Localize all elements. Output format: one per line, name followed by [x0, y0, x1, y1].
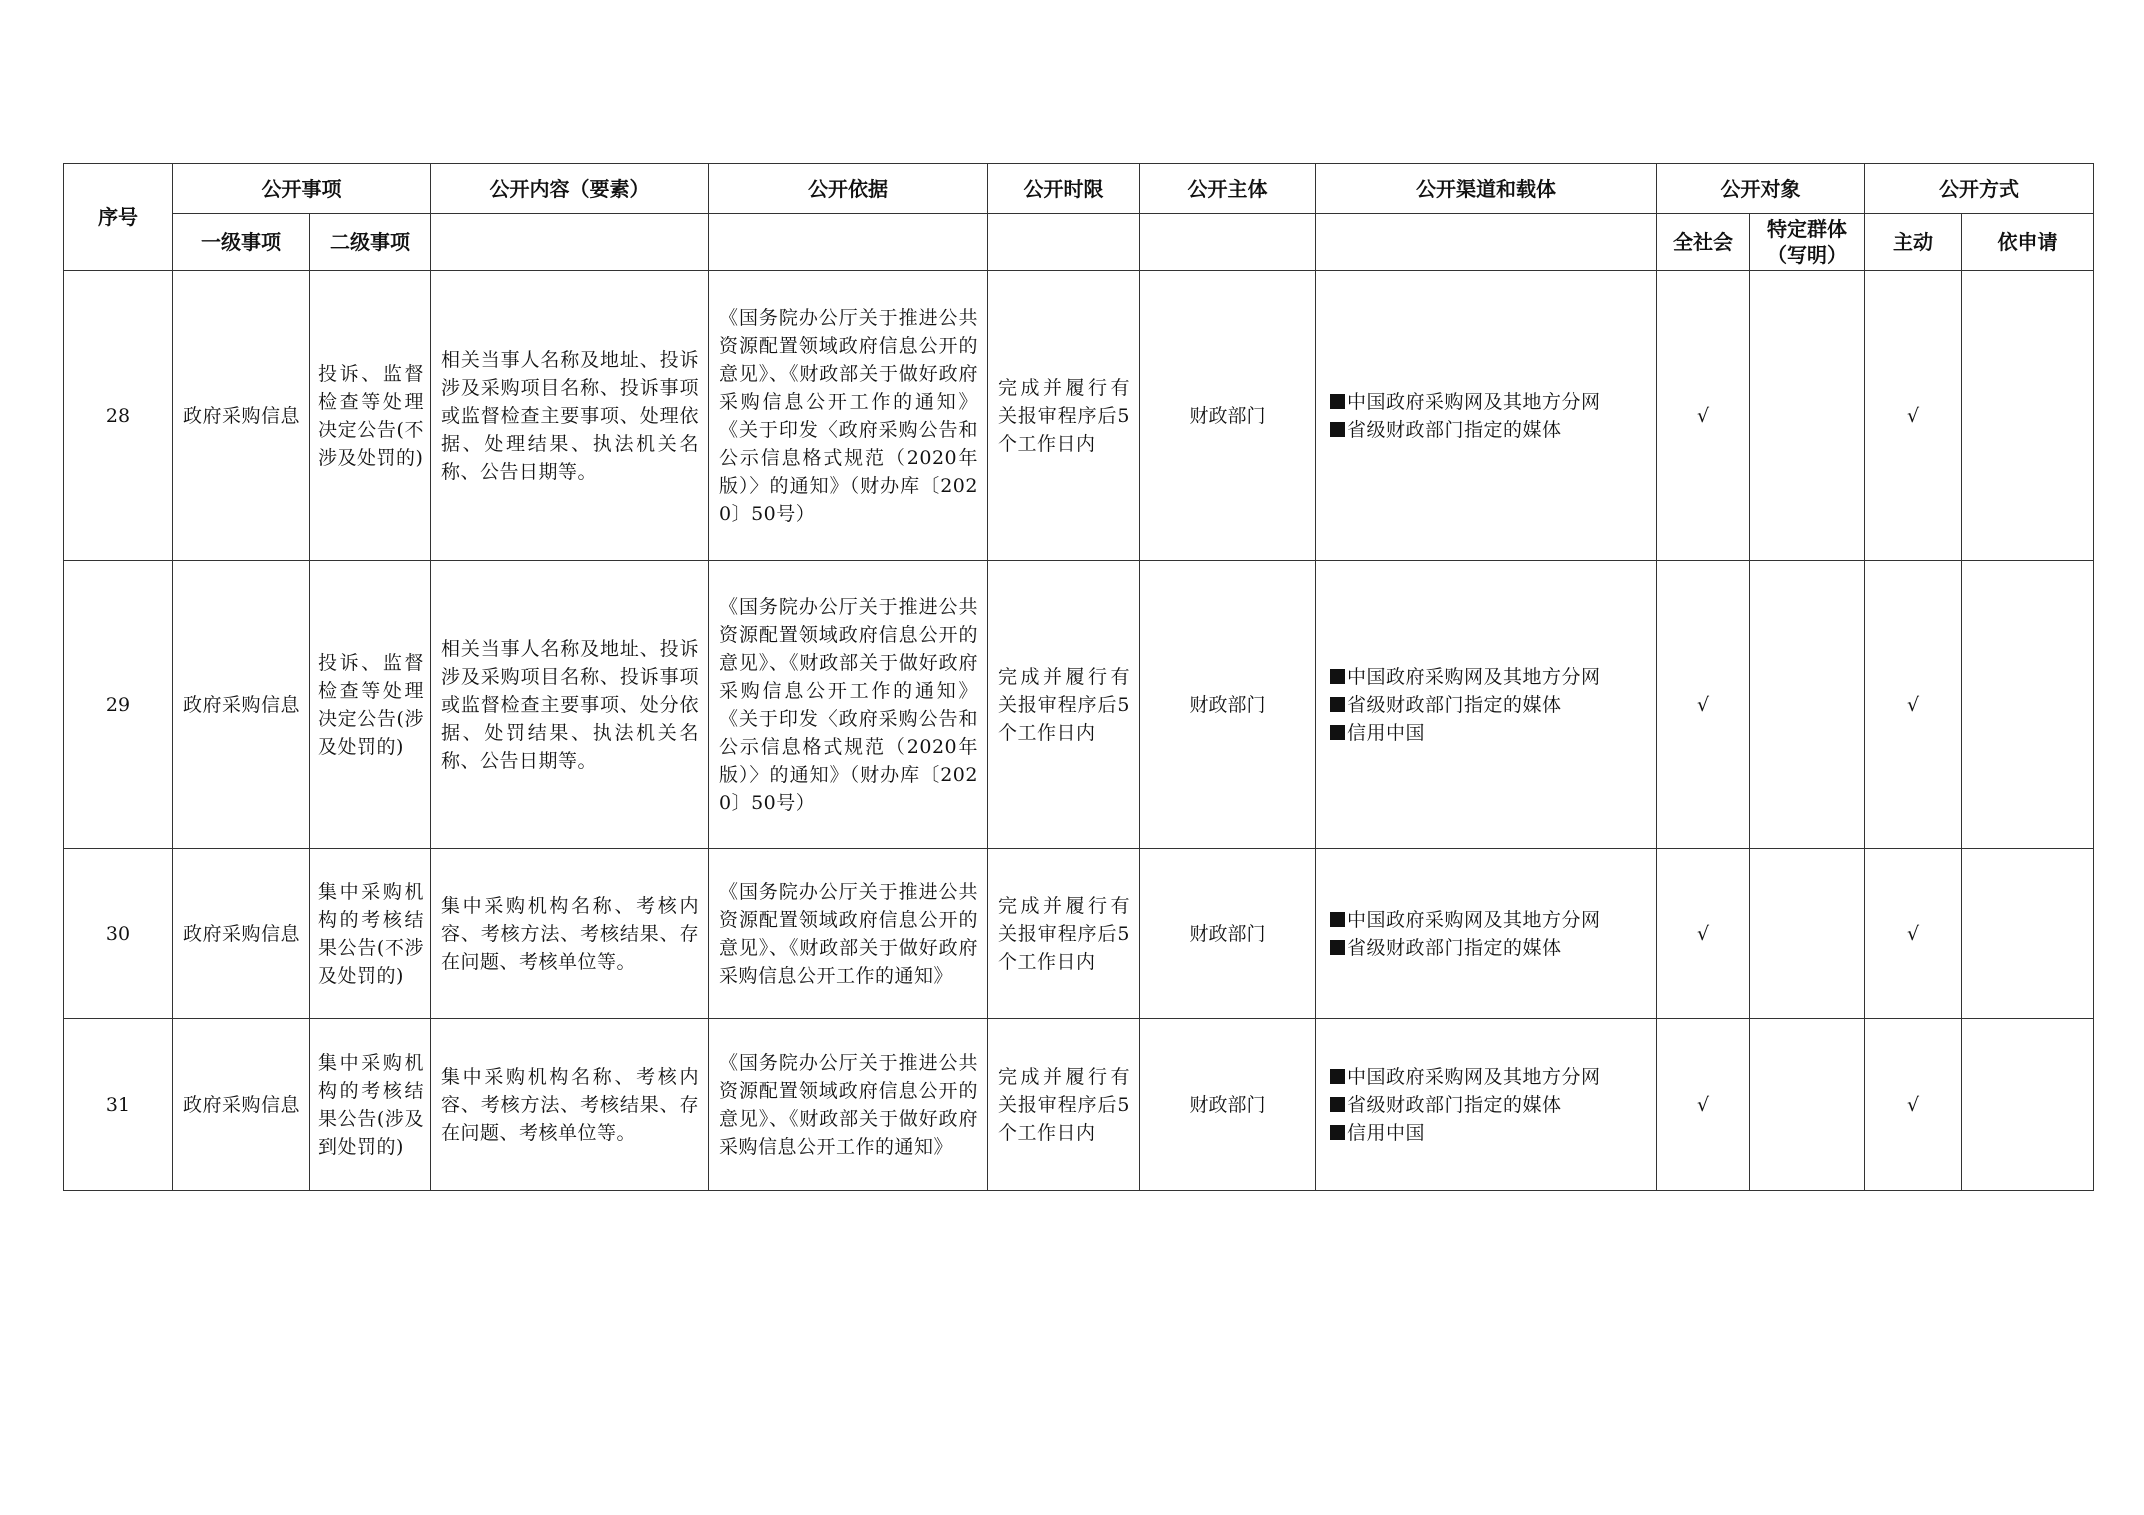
channel-item-text: 中国政府采购网及其地方分网: [1347, 908, 1601, 931]
channel-item-text: 中国政府采购网及其地方分网: [1347, 390, 1601, 413]
row-channels: [1316, 849, 1657, 1019]
header-target-specific-line1: 特定群体: [1767, 217, 1847, 241]
header-subject-blank: [1140, 214, 1316, 271]
header-channel-blank: [1316, 214, 1657, 271]
black-square-icon: [1330, 912, 1345, 927]
row-level2-text: 投诉、监督检查等处理决定公告(不涉及处罚的): [318, 362, 424, 469]
row-target-specific: [1750, 271, 1865, 561]
header-seq: 序号: [64, 164, 173, 271]
row-level1: [173, 849, 310, 1019]
row-time-limit: [988, 561, 1140, 849]
black-square-icon: [1330, 940, 1345, 955]
header-target-all: 全社会: [1657, 214, 1750, 271]
header-matter-level1: 一级事项: [173, 214, 310, 271]
row-level2: [310, 271, 431, 561]
channel-item: [1316, 663, 1656, 691]
channel-item: [1316, 906, 1656, 934]
row-basis: [709, 849, 988, 1019]
row-target-all: √: [1657, 561, 1750, 849]
row-method-active: √: [1865, 849, 1962, 1019]
channel-item-text: 省级财政部门指定的媒体: [1347, 1093, 1562, 1116]
row-content-text: 集中采购机构名称、考核内容、考核方法、考核结果、存在问题、考核单位等。: [441, 894, 699, 973]
row-method-request: [1962, 849, 2094, 1019]
row-basis: [709, 1019, 988, 1191]
channel-item-text: 中国政府采购网及其地方分网: [1347, 665, 1601, 688]
table-row: [64, 561, 2094, 849]
header-target-specific-line2: （写明）: [1767, 243, 1847, 267]
row-channels: [1316, 1019, 1657, 1191]
row-time-limit-text: 完成并履行有关报审程序后5个工作日内: [998, 376, 1130, 455]
row-method-active: √: [1865, 1019, 1962, 1191]
row-level1-text: 政府采购信息: [183, 693, 301, 716]
row-level2-text: 投诉、监督检查等处理决定公告(涉及处罚的): [318, 651, 424, 758]
row-content: [431, 271, 709, 561]
channel-item-text: 信用中国: [1347, 721, 1426, 744]
header-subject: 公开主体: [1140, 164, 1316, 214]
row-target-all: √: [1657, 849, 1750, 1019]
row-time-limit: [988, 1019, 1140, 1191]
disclosure-table: [63, 163, 2094, 1191]
row-basis-text: 《国务院办公厅关于推进公共资源配置领域政府信息公开的意见》、《财政部关于做好政府采购信息公开工作的通知》: [719, 880, 978, 987]
row-seq: 30: [64, 849, 173, 1019]
row-target-all: √: [1657, 1019, 1750, 1191]
channel-item: [1316, 719, 1656, 747]
row-subject: 财政部门: [1140, 1019, 1316, 1191]
row-subject: 财政部门: [1140, 561, 1316, 849]
row-basis-text: 《国务院办公厅关于推进公共资源配置领域政府信息公开的意见》、《财政部关于做好政府采购信息公开工作的通知》: [719, 1051, 978, 1158]
channel-item: [1316, 934, 1656, 962]
header-basis: 公开依据: [709, 164, 988, 214]
row-basis-text: 《国务院办公厅关于推进公共资源配置领域政府信息公开的意见》、《财政部关于做好政府采购信息公开工作的通知》《关于印发〈政府采购公告和公示信息格式规范（2020年版）〉的通知》（财办库〔2020〕50号）: [719, 306, 978, 525]
header-target-specific: [1750, 214, 1865, 271]
black-square-icon: [1330, 422, 1345, 437]
header-method-request: 依申请: [1962, 214, 2094, 271]
row-time-limit-text: 完成并履行有关报审程序后5个工作日内: [998, 665, 1130, 744]
row-seq: 29: [64, 561, 173, 849]
channel-item: [1316, 1091, 1656, 1119]
channel-item-text: 中国政府采购网及其地方分网: [1347, 1065, 1601, 1088]
header-time-limit: 公开时限: [988, 164, 1140, 214]
header-method-active: 主动: [1865, 214, 1962, 271]
row-level2: [310, 849, 431, 1019]
black-square-icon: [1330, 1069, 1345, 1084]
row-subject: 财政部门: [1140, 849, 1316, 1019]
row-basis: [709, 561, 988, 849]
black-square-icon: [1330, 669, 1345, 684]
black-square-icon: [1330, 394, 1345, 409]
row-content: [431, 1019, 709, 1191]
header-matter-level2: 二级事项: [310, 214, 431, 271]
header-target: 公开对象: [1657, 164, 1865, 214]
table-row: [64, 271, 2094, 561]
row-method-active: √: [1865, 561, 1962, 849]
row-level1-text: 政府采购信息: [183, 1093, 301, 1116]
row-seq: 31: [64, 1019, 173, 1191]
row-level1-text: 政府采购信息: [183, 922, 301, 945]
header-basis-blank: [709, 214, 988, 271]
row-basis-text: 《国务院办公厅关于推进公共资源配置领域政府信息公开的意见》、《财政部关于做好政府采购信息公开工作的通知》《关于印发〈政府采购公告和公示信息格式规范（2020年版）〉的通知》（财办库〔2020〕50号）: [719, 595, 978, 814]
row-target-specific: [1750, 561, 1865, 849]
table-row: [64, 849, 2094, 1019]
header-matter: 公开事项: [173, 164, 431, 214]
channel-item-text: 信用中国: [1347, 1121, 1426, 1144]
row-time-limit-text: 完成并履行有关报审程序后5个工作日内: [998, 894, 1130, 973]
row-time-limit: [988, 849, 1140, 1019]
row-content-text: 相关当事人名称及地址、投诉涉及采购项目名称、投诉事项或监督检查主要事项、处分依据、处罚结果、执法机关名称、公告日期等。: [441, 637, 699, 772]
black-square-icon: [1330, 697, 1345, 712]
header-content-blank: [431, 214, 709, 271]
row-time-limit: [988, 271, 1140, 561]
row-method-request: [1962, 1019, 2094, 1191]
row-method-request: [1962, 561, 2094, 849]
black-square-icon: [1330, 1097, 1345, 1112]
header-method: 公开方式: [1865, 164, 2094, 214]
header-channel: 公开渠道和载体: [1316, 164, 1657, 214]
row-content-text: 相关当事人名称及地址、投诉涉及采购项目名称、投诉事项或监督检查主要事项、处理依据、处理结果、执法机关名称、公告日期等。: [441, 348, 699, 483]
row-target-all: √: [1657, 271, 1750, 561]
row-content: [431, 849, 709, 1019]
channel-item: [1316, 1063, 1656, 1091]
black-square-icon: [1330, 1125, 1345, 1140]
row-level2-text: 集中采购机构的考核结果公告(不涉及处罚的): [318, 880, 424, 987]
row-method-active: √: [1865, 271, 1962, 561]
row-method-request: [1962, 271, 2094, 561]
header-time-blank: [988, 214, 1140, 271]
row-content-text: 集中采购机构名称、考核内容、考核方法、考核结果、存在问题、考核单位等。: [441, 1065, 699, 1144]
row-level2-text: 集中采购机构的考核结果公告(涉及到处罚的): [318, 1051, 424, 1158]
row-level1: [173, 1019, 310, 1191]
row-level2: [310, 561, 431, 849]
table-header: [64, 164, 2094, 271]
row-seq: 28: [64, 271, 173, 561]
channel-item: [1316, 691, 1656, 719]
row-target-specific: [1750, 849, 1865, 1019]
row-channels: [1316, 561, 1657, 849]
channel-item-text: 省级财政部门指定的媒体: [1347, 693, 1562, 716]
row-target-specific: [1750, 1019, 1865, 1191]
table-row: [64, 1019, 2094, 1191]
table-body: [64, 271, 2094, 1191]
channel-item: [1316, 416, 1656, 444]
channel-item: [1316, 1119, 1656, 1147]
row-time-limit-text: 完成并履行有关报审程序后5个工作日内: [998, 1065, 1130, 1144]
row-content: [431, 561, 709, 849]
row-channels: [1316, 271, 1657, 561]
row-level1-text: 政府采购信息: [183, 404, 301, 427]
row-level2: [310, 1019, 431, 1191]
black-square-icon: [1330, 725, 1345, 740]
row-level1: [173, 561, 310, 849]
row-basis: [709, 271, 988, 561]
channel-item: [1316, 388, 1656, 416]
row-level1: [173, 271, 310, 561]
header-content: 公开内容（要素）: [431, 164, 709, 214]
row-subject: 财政部门: [1140, 271, 1316, 561]
channel-item-text: 省级财政部门指定的媒体: [1347, 418, 1562, 441]
channel-item-text: 省级财政部门指定的媒体: [1347, 936, 1562, 959]
